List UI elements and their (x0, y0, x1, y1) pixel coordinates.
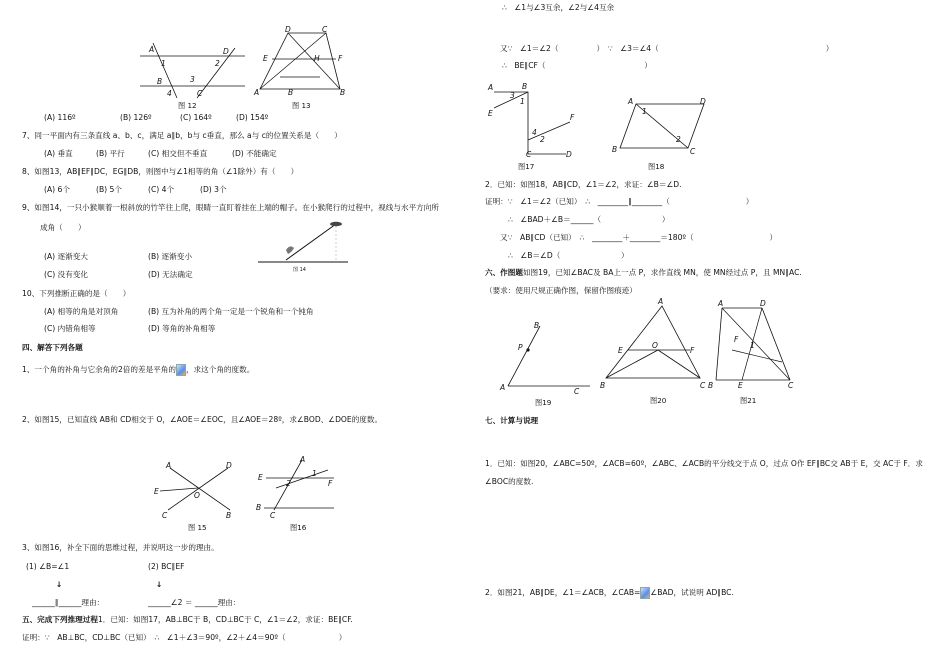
fig17-label: D (566, 150, 572, 159)
fig18-label: 2 (676, 135, 681, 144)
s4q3-part1: (1) ∠B=∠1 (26, 562, 70, 571)
fraction-image-icon (176, 364, 186, 376)
q6-option-b: (B) 126º (120, 113, 152, 122)
figure-12-caption: 图 12 (178, 101, 197, 110)
fig13-label: D (285, 25, 291, 34)
q10-option-d: (D) 等角的补角相等 (148, 324, 216, 333)
fig12-label: D (223, 47, 229, 56)
figure-19 (498, 318, 594, 396)
s4q1-text-a: 1、一个角的补角与它余角的2倍的差是平角的 (22, 365, 176, 374)
figure-21 (708, 298, 796, 390)
section-7-heading: 七、计算与说理 (485, 416, 539, 425)
fig12-label: C (197, 89, 203, 98)
fig17-label: 1 (520, 97, 525, 106)
figure-14-caption: 图 14 (293, 267, 306, 273)
q6-option-a: (A) 116º (44, 113, 76, 122)
fig13-label: H (314, 54, 320, 63)
fig21-label: F (734, 335, 739, 344)
q7-option-c: (C) 相交但不垂直 (148, 149, 208, 158)
fig21-label: B (708, 381, 714, 390)
fig12-label: 4 (167, 89, 172, 98)
section-6-title: 六、作图题 (485, 268, 523, 277)
fig15-label: C (162, 511, 168, 520)
fig17-label: 3 (510, 91, 515, 100)
fig17-label: C (526, 150, 532, 159)
q8-option-a: (A) 6个 (44, 185, 70, 194)
section-6-note: （要求：使用尺规正确作图，保留作图痕迹） (485, 286, 637, 295)
fig16-label: A (300, 455, 306, 464)
section-5-title: 五、完成下列推理过程 (22, 615, 98, 624)
q9-option-c: (C) 没有变化 (44, 270, 89, 279)
fig15-label: A (166, 461, 172, 470)
s4q3-part1-answer: ______∥______理由： (32, 598, 105, 607)
fig21-label: 1 (750, 341, 755, 350)
figure-12 (135, 38, 245, 100)
q6-option-d: (D) 154º (236, 113, 269, 122)
q9-option-b: (B) 逐渐变小 (148, 252, 192, 261)
fig17-label: B (522, 82, 528, 91)
down-arrow-icon: ↓ (156, 580, 163, 589)
s7q2-text-a: 2．如图21，AB∥DE，∠1＝∠ACB，∠CAB= (485, 588, 641, 597)
fig13-label: B (288, 88, 294, 97)
fig16-label: C (270, 511, 276, 520)
q7-option-b: (B) 平行 (96, 149, 125, 158)
fig15-label: E (154, 487, 159, 496)
fig18-label: A (628, 97, 634, 106)
down-arrow-icon: ↓ (56, 580, 63, 589)
fig13-label: C (322, 25, 328, 34)
fig12-label: A (149, 45, 155, 54)
q7-option-d: (D) 不能确定 (232, 149, 277, 158)
section-4-heading: 四、解答下列各题 (22, 343, 83, 352)
question-9-line1: 9、如图14，一只小猴顺着一根斜放的竹竿往上爬，眼睛一直盯着挂在上端的帽子。在小猴爬行的过程中，视线与水平方向所 (22, 203, 439, 212)
figure-13 (254, 25, 348, 97)
section-6-question: 如图19，已知∠BAC及 BA上一点 P，求作直线 MN，使 MN经过点 P，且 MN∥AC. (522, 268, 802, 277)
fig21-label: A (718, 299, 724, 308)
s5q2-proof-2: ∴ ∠BAD＋∠B＝______（ ） (508, 215, 670, 224)
section-5-heading (22, 615, 353, 625)
s5q2-proof-1: 证明：∵ ∠1＝∠2（已知） ∴ ________∥________（ ） (485, 197, 754, 206)
s7q2-text-b: ∠BAD，试说明 AD∥BC. (650, 588, 734, 597)
fig20-label: F (690, 346, 695, 355)
s4-question-2: 2、如图15，已知直线 AB和 CD相交于 O，∠AOE＝∠EOC，且∠AOE＝28º，求∠BOD、∠DOE的度数。 (22, 415, 383, 424)
fig17-label: 4 (532, 128, 537, 137)
fig17-label: A (488, 83, 494, 92)
fig15-label: D (226, 461, 232, 470)
figure-14 (258, 220, 348, 270)
s7-question-1-line1: 1．已知：如图20，∠ABC=50º，∠ACB=60º，∠ABC、∠ACB的平分线交于点 O，过点 O作 EF∥BC交 AB于 E，交 AC于 F．求 (485, 459, 923, 468)
fig20-label: O (652, 341, 658, 350)
section-6-heading (485, 268, 802, 278)
question-7: 7、同一平面内有三条直线 a、b、c，满足 a∥b，b与 c垂直，那么 a与 c的位置关系是（ ） (22, 131, 342, 140)
question-8: 8、如图13，AB∥EF∥DC，EG∥DB，则图中与∠1相等的角（∠1除外）有（ ） (22, 167, 299, 176)
fig19-label: C (574, 387, 580, 396)
fig12-label: 1 (161, 59, 166, 68)
fig15-label: B (226, 511, 232, 520)
fig19-label: P (518, 343, 523, 352)
s5-proof-r1: ∴ ∠1与∠3互余，∠2与∠4互余 (502, 3, 615, 12)
fig17-label: 2 (540, 135, 545, 144)
q10-option-b: (B) 互为补角的两个角一定是一个锐角和一个钝角 (148, 307, 314, 316)
figure-19-caption: 图19 (535, 398, 552, 407)
s7-question-1-line2: ∠BOC的度数. (485, 477, 534, 486)
fig16-label: F (328, 479, 333, 488)
fig13-label: B (340, 88, 346, 97)
fig17-label: E (488, 109, 493, 118)
q9-option-d: (D) 无法确定 (148, 270, 193, 279)
fig12-label: 3 (190, 75, 195, 84)
figure-20 (598, 297, 710, 390)
fig17-label: F (570, 113, 575, 122)
q8-option-b: (B) 5个 (96, 185, 122, 194)
fig12-label: 2 (215, 59, 220, 68)
fig19-label: B (534, 321, 540, 330)
q8-option-d: (D) 3个 (200, 185, 227, 194)
figure-18 (612, 96, 718, 156)
q6-option-c: (C) 164º (180, 113, 212, 122)
figure-20-caption: 图20 (650, 396, 667, 405)
fig20-label: A (658, 297, 664, 306)
fig20-label: B (600, 381, 606, 390)
figure-15 (150, 458, 238, 520)
fig16-label: 1 (312, 469, 317, 478)
figure-17-caption: 图17 (518, 162, 535, 171)
q9-option-a: (A) 逐渐变大 (44, 252, 88, 261)
fig20-label: C (700, 381, 706, 390)
fig18-label: B (612, 145, 618, 154)
fig13-label: F (338, 54, 343, 63)
fig18-label: C (690, 147, 696, 156)
figure-13-caption: 图 13 (292, 101, 311, 110)
s5q2-proof-4: ∴ ∠B＝∠D（ ） (508, 251, 629, 260)
s7-question-2 (485, 587, 734, 599)
figure-16-caption: 图16 (290, 523, 307, 532)
fig12-label: B (157, 77, 163, 86)
fraction-image-icon (640, 587, 650, 599)
figure-15-caption: 图 15 (188, 523, 207, 532)
q10-option-a: (A) 相等的角是对顶角 (44, 307, 119, 316)
s4-question-1 (22, 364, 254, 376)
question-9-line2: 成角（ ） (40, 223, 86, 232)
figure-18-caption: 图18 (648, 162, 665, 171)
fig13-label: E (263, 54, 268, 63)
fig21-label: E (738, 381, 743, 390)
fig19-label: A (500, 383, 506, 392)
fig15-label: O (194, 491, 200, 500)
q8-option-c: (C) 4个 (148, 185, 175, 194)
fig18-label: D (700, 97, 706, 106)
fig20-label: E (618, 346, 623, 355)
fig18-label: 1 (642, 107, 647, 116)
q7-option-a: (A) 垂直 (44, 149, 73, 158)
figure-16 (256, 455, 336, 520)
q10-option-c: (C) 内错角相等 (44, 324, 96, 333)
s5-proof-r2: 又∵ ∠1＝∠2（ ） ∵ ∠3＝∠4（ ） (500, 44, 834, 53)
s5-question-2: 2．已知：如图18，AB∥CD，∠1＝∠2，求证：∠B＝∠D. (485, 180, 682, 189)
fig16-label: E (258, 473, 263, 482)
fig21-label: C (788, 381, 794, 390)
s4q1-text-b: ，求这个角的度数。 (185, 365, 255, 374)
s5-proof-r3: ∴ BE∥CF（ ） (502, 61, 652, 70)
fig21-label: D (760, 299, 766, 308)
fig16-label: B (256, 503, 262, 512)
s4-question-3: 3、如图16，补全下面的思维过程，并说明这一步的理由。 (22, 543, 219, 552)
fig13-label: A (254, 88, 260, 97)
s4q3-part2: (2) BC∥EF (148, 562, 185, 571)
fig16-label: 2 (286, 479, 291, 488)
section-5-question-1: 1．已知：如图17，AB⊥BC于 B，CD⊥BC于 C，∠1＝∠2，求证：BE∥CF. (97, 615, 353, 624)
figure-17 (484, 80, 584, 158)
s4q3-part2-answer: ______∠2 ＝ ______理由： (148, 598, 241, 607)
s5-proof-line: 证明：∵ AB⊥BC，CD⊥BC（已知） ∴ ∠1＋∠3＝90º，∠2＋∠4＝90º（ ） (22, 633, 347, 642)
figure-21-caption: 图21 (740, 396, 757, 405)
question-10: 10、下列推断正确的是（ ） (22, 289, 131, 298)
s5q2-proof-3: 又∵ AB∥CD（已知） ∴ ________＋________＝180º（ ） (500, 233, 778, 242)
